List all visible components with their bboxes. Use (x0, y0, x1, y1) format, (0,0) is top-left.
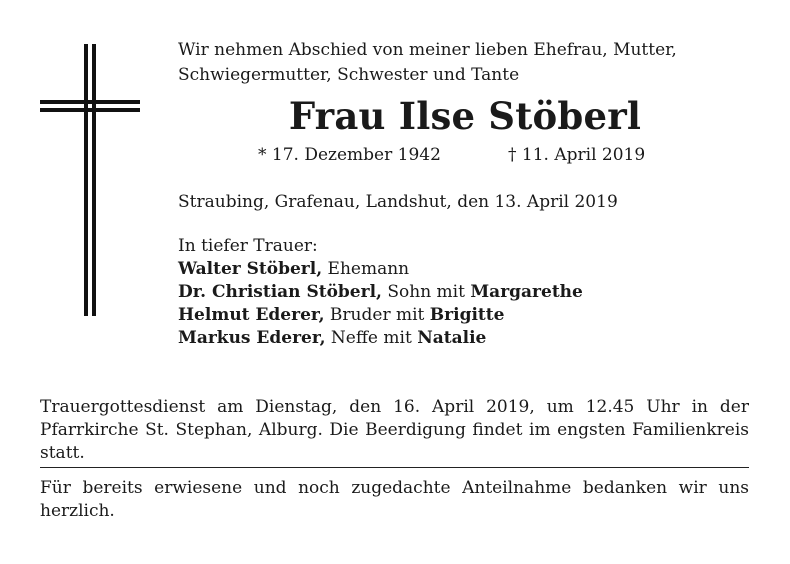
mourner-name: Dr. Christian Stöberl, (178, 282, 382, 302)
birth-date: * 17. Dezember 1942 (258, 145, 441, 165)
mourner-relation: Bruder mit (324, 305, 430, 325)
intro-line-2: Schwiegermutter, Schwester und Tante (178, 65, 520, 85)
mourner-row (178, 258, 752, 281)
intro-text (178, 38, 752, 88)
cross-icon (40, 44, 140, 316)
mourner-row (178, 327, 752, 350)
service-info: Trauergottesdienst am Dienstag, den 16. April 2019, um 12.45 Uhr in der Pfarrkirche St. Stephan, Alburg. Die Beerdigung findet im engsten Familienkreis statt. (40, 397, 749, 463)
thanks-text: Für bereits erwiesene und noch zugedachte Anteilnahme bedanken wir uns herzlich. (40, 478, 749, 521)
mourners-list (178, 235, 752, 350)
mourner-row (178, 304, 752, 327)
mourner-relation: Ehemann (322, 259, 410, 279)
mourner-name: Helmut Ederer, (178, 305, 325, 325)
death-date: † 11. April 2019 (508, 145, 646, 165)
notice-header (178, 38, 752, 350)
mourner-row (178, 281, 752, 304)
mourner-partner: Brigitte (429, 305, 505, 325)
life-dates (178, 142, 752, 168)
deceased-name: Frau Ilse Stöberl (288, 94, 642, 138)
mourner-partner: Margarethe (470, 282, 583, 302)
mourner-name: Markus Ederer, (178, 328, 326, 348)
mourner-partner: Natalie (417, 328, 487, 348)
intro-line-1: Wir nehmen Abschied von meiner lieben Ehefrau, Mutter, (178, 40, 677, 60)
mourners-heading: In tiefer Trauer: (178, 236, 318, 256)
divider (40, 467, 749, 468)
mourner-relation: Sohn mit (381, 282, 471, 302)
mourner-name: Walter Stöberl, (178, 259, 323, 279)
mourner-relation: Neffe mit (325, 328, 418, 348)
place-date: Straubing, Grafenau, Landshut, den 13. April 2019 (178, 192, 618, 212)
